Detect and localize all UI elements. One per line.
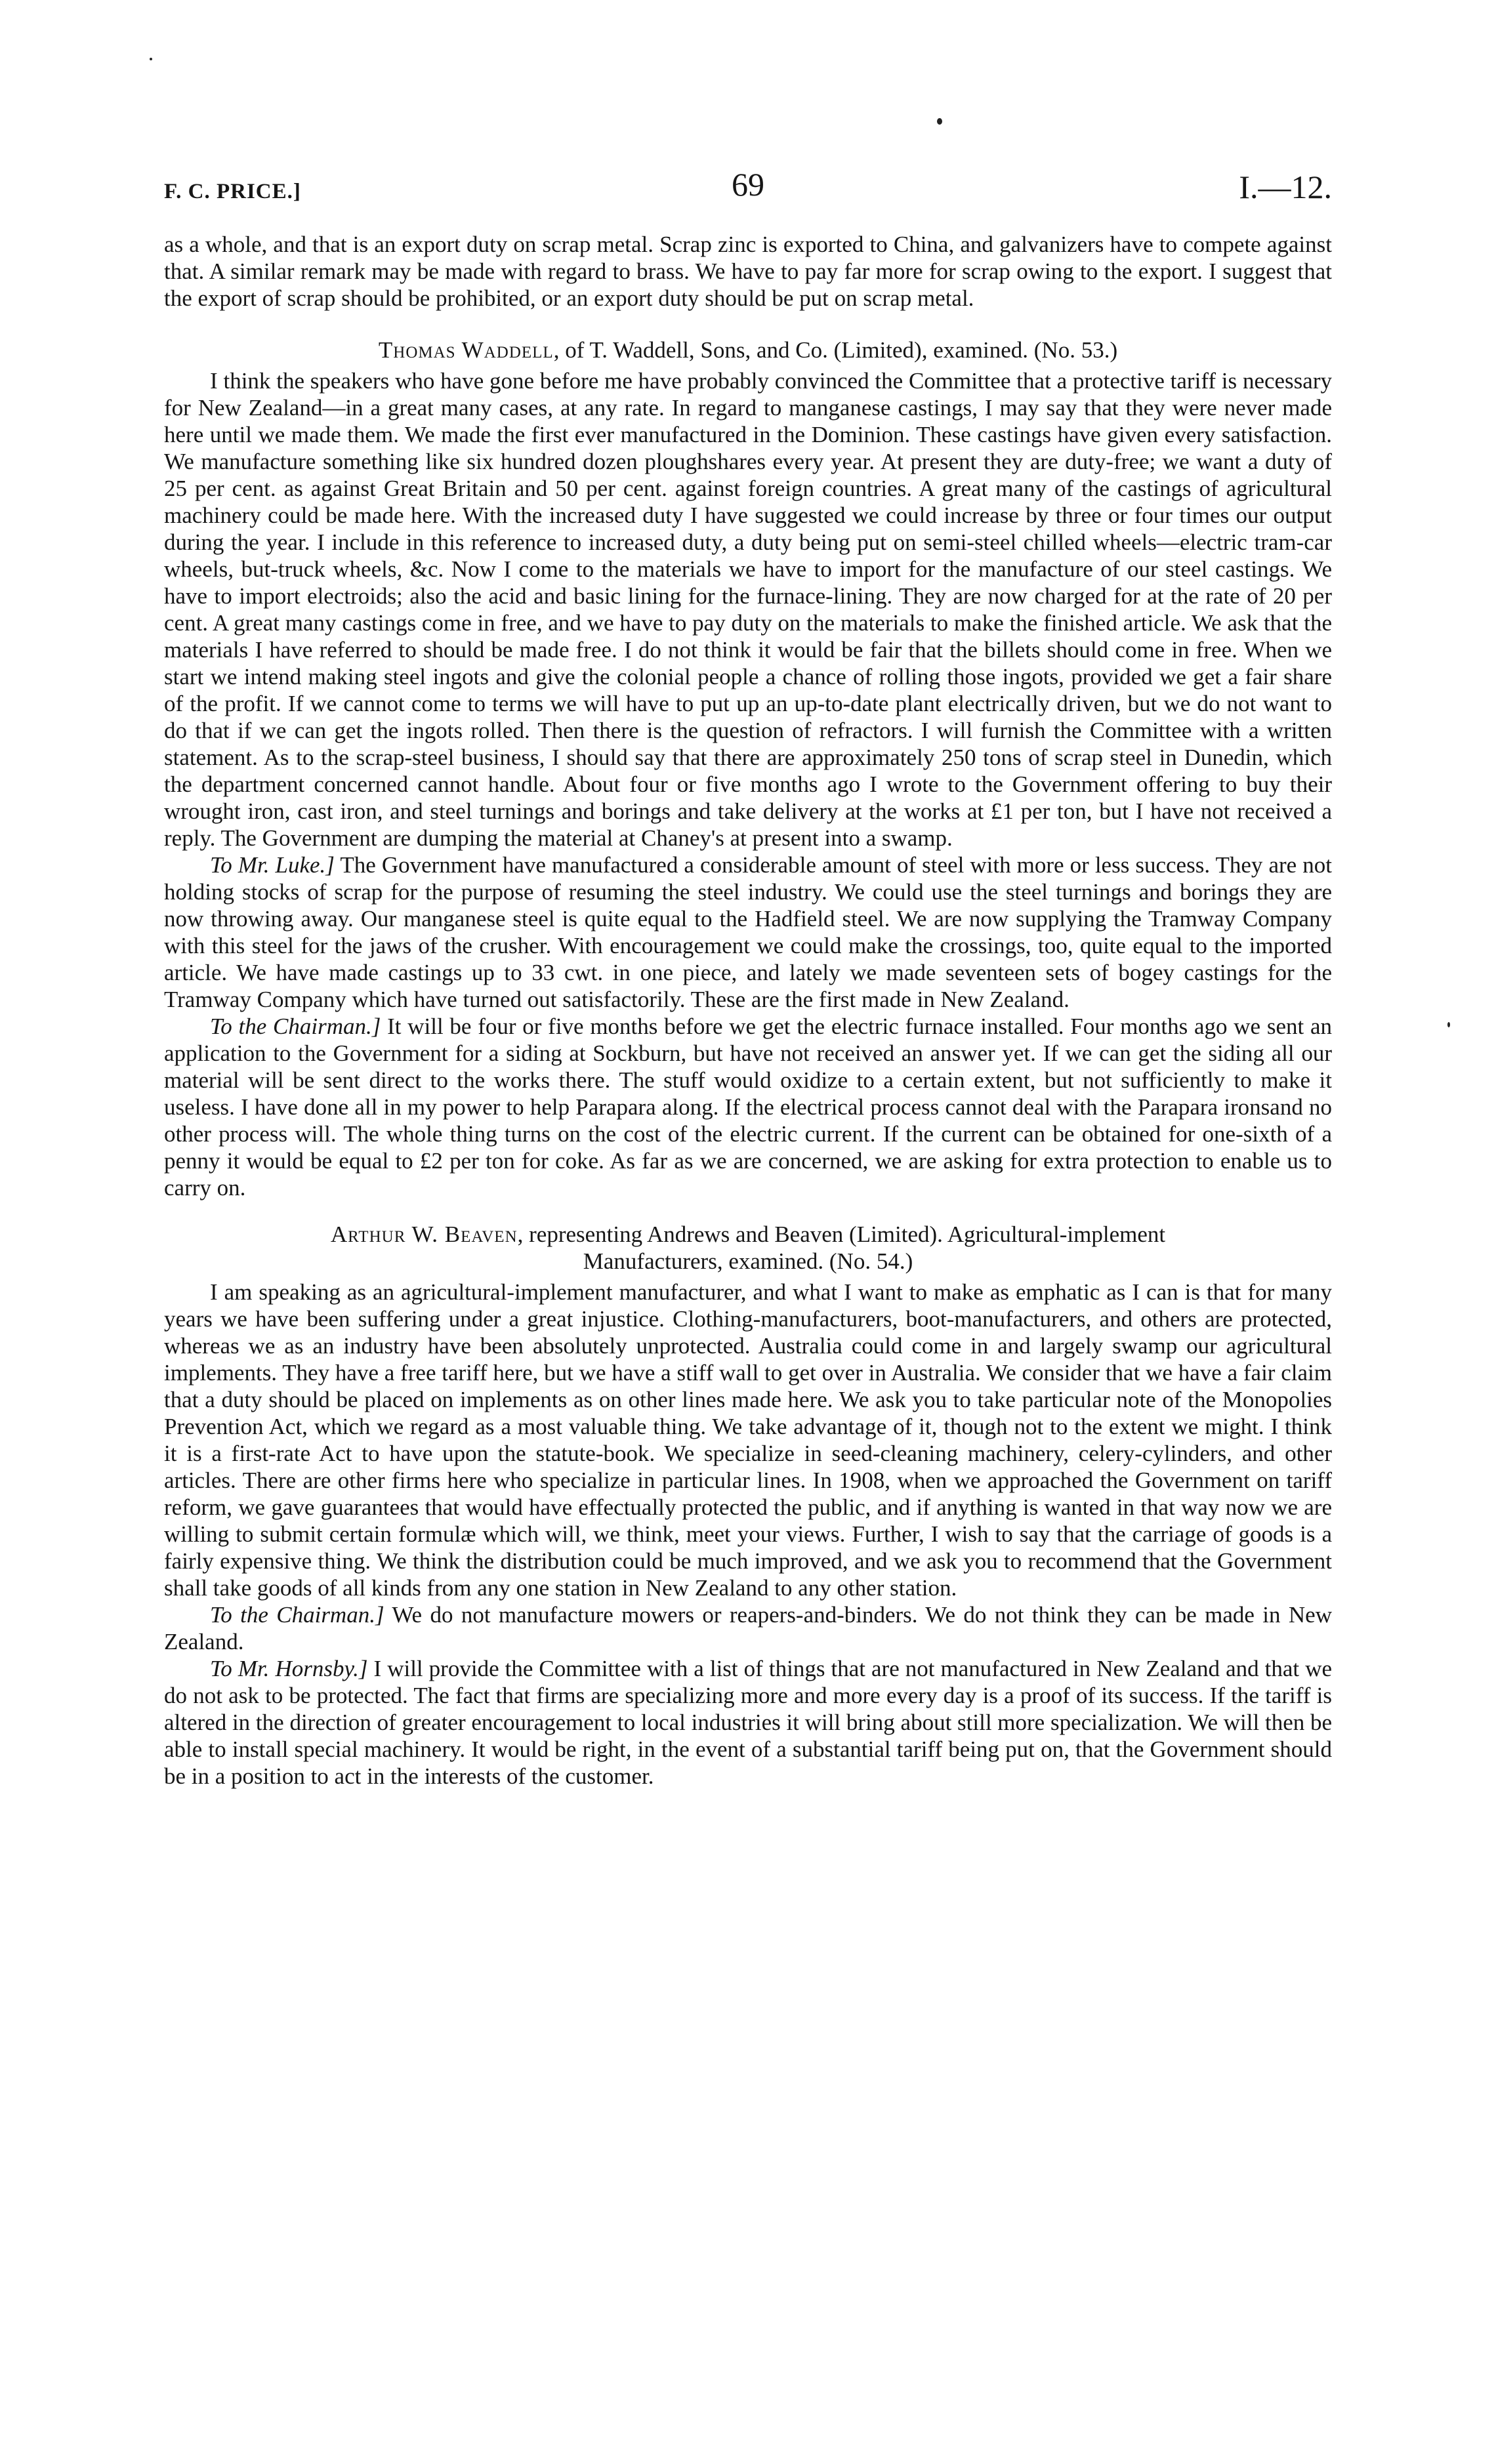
testimony-text: I think the speakers who have gone before me have probably convinced the Committee that a protective tariff is necessary for New Zealand—in a great many cases, at any rate. In regard to manganese castings, I may say that they were never made here until we made them. We made the first ever manufactured in the Dominion. These castings have given every satisfaction. We manufacture something like six hundred dozen ploughshares every year. At present they are duty-free; we want a duty of 25 per cent. as against Great Britain and 50 per cent. against foreign countries. A great many of the castings of agricultural machinery could be made here. With the increased duty I have suggested we could increase by three or four times our output during the year. I include in this reference to increased duty, a duty being put on semi-steel chilled wheels—electric tram-car wheels, but-truck wheels, &c. Now I come to the materials we have to import for the manufacture of our steel castings. We have to import electroids; also the acid and basic lining for the furnace-lining. They are now charged for at the rate of 20 per cent. A great many castings come in free, and we have to pay duty on the materials to make the finished article. We ask that the materials I have referred to should be made free. I do not think it would be fair that the billets should come in free. When we start we intend making steel ingots and give the colonial people a chance of rolling those ingots, provided we get a fair share of the profit. If we cannot come to terms we will have to put up an up-to-date plant electrically driven, but we do not want to do that if we can get the ingots rolled. Then there is the question of refractors. I will furnish the Committee with a written statement. As to the scrap-steel business, I should say that there are approximately 250 tons of scrap steel in Dunedin, which the department concerned cannot handle. About four or five months ago I wrote to the Government offering to buy their wrought iron, cast iron, and steel turnings and borings and take delivery at the works at £1 per ton, but I have not received a reply. The Government are dumping the material at Chaney's at present into a swamp. [164, 368, 1332, 851]
testimony-text: It will be four or five months before we get the electric furnace installed. Four months ago we sent an application to the Government for a siding at Sockburn, but have not received an answer yet. If we can get the siding all our material will be sent direct to the works there. The stuff would oxidize to a certain extent, but not sufficiently to make it useless. I have done all in my power to help Parapara along. If the electrical process cannot deal with the Parapara ironsand no other process will. The whole thing turns on the cost of the electric current. If the current can be obtained for one-sixth of a penny it would be equal to £2 per ton for coke. As far as we are concerned, we are asking for extra protection to enable us to carry on. [164, 1014, 1332, 1201]
testimony-paragraph [164, 1655, 1332, 1790]
testimony-text: We do not manufacture mowers or reapers-and-binders. We do not think they can be made in New Zealand. [164, 1602, 1332, 1654]
questioner-label: To the Chairman.] [210, 1602, 384, 1628]
scan-speck [1447, 1022, 1450, 1027]
witness-heading-continued: Manufacturers, examined. (No. 54.) [583, 1248, 913, 1274]
witness-heading-waddell [164, 337, 1332, 363]
questioner-label: To Mr. Luke.] [210, 852, 335, 878]
scan-speck [937, 118, 942, 125]
testimony-paragraph [164, 367, 1332, 852]
header-witness-name: F. C. PRICE.] [164, 180, 301, 203]
testimony-text: The Government have manufactured a considerable amount of steel with more or less success. They are not holding stocks of scrap for the purpose of resuming the steel industry. We could use the steel turnings and borings they are now throwing away. Our manganese steel is quite equal to the Hadfield steel. We are now supplying the Tramway Company with this steel for the jaws of the crusher. With encouragement we could make the crossings, too, quite equal to the imported article. We have made castings up to 33 cwt. in one piece, and lately we made seventeen sets of bogey castings for the Tramway Company which have turned out satisfactorily. These are the first made in New Zealand. [164, 852, 1332, 1012]
testimony-text: I am speaking as an agricultural-implement manufacturer, and what I want to make as emphatic as I can is that for many years we have been suffering under a great injustice. Clothing-manufacturers, boot-manufacturers, and others are protected, whereas we as an industry have been absolutely unprotected. Australia could come in and largely swamp our agricultural implements. They have a free tariff here, but we have a stiff wall to get over in Australia. We consider that we have a fair claim that a duty should be placed on implements as on other lines made here. We ask you to take particular note of the Monopolies Prevention Act, which we regard as a most valuable thing. We take advantage of it, though not to the extent we might. I think it is a first-rate Act to have upon the statute-book. We specialize in seed-cleaning machinery, celery-cylinders, and other articles. There are other firms here who specialize in particular lines. In 1908, when we approached the Government on tariff reform, we gave guarantees that would have effectually protected the public, and if anything is wanted in that way now we are willing to submit certain formulæ which will, we think, meet your views. Further, I wish to say that the carriage of goods is a fairly expensive thing. We think the distribution could be much improved, and we ask you to recommend that the Government shall take goods of all kinds from any one station in New Zealand to any other station. [164, 1279, 1332, 1601]
opening-paragraph: as a whole, and that is an export duty on scrap metal. Scrap zinc is exported to China, and galvanizers have to compete against that. A similar remark may be made with regard to brass. We have to pay far more for scrap owing to the export. I suggest that the export of scrap should be prohibited, or an export duty should be put on scrap metal. [164, 232, 1332, 311]
witness-description: , of T. Waddell, Sons, and Co. (Limited), examined. (No. 53.) [553, 337, 1118, 363]
questioner-label: To Mr. Hornsby.] [210, 1656, 368, 1681]
witness-name: Thomas Waddell [378, 337, 554, 363]
witness-name: Arthur W. Beaven [330, 1222, 518, 1247]
testimony-paragraph [164, 1013, 1332, 1201]
page-header [164, 165, 1332, 211]
witness-description: , representing Andrews and Beaven (Limited). Agricultural-implement [517, 1222, 1166, 1247]
testimony-paragraph [164, 1601, 1332, 1655]
scan-speck [150, 58, 152, 60]
body-text [164, 231, 1332, 1790]
witness-heading-beaven [164, 1221, 1332, 1248]
testimony-paragraph [164, 1279, 1332, 1601]
paper-reference: I.—12. [1239, 169, 1332, 205]
testimony-text: I will provide the Committee with a list of things that are not manufactured in New Zealand and that we do not ask to be protected. The fact that firms are specializing more and more every day is a proof of its success. If the tariff is altered in the direction of greater encouragement to local industries it will bring about still more specialization. We will then be able to install special machinery. It would be right, in the event of a substantial tariff being put on, that the Government should be in a position to act in the interests of the customer. [164, 1656, 1333, 1789]
testimony-paragraph [164, 852, 1332, 1013]
questioner-label: To the Chairman.] [210, 1014, 381, 1039]
page-number: 69 [732, 166, 764, 203]
